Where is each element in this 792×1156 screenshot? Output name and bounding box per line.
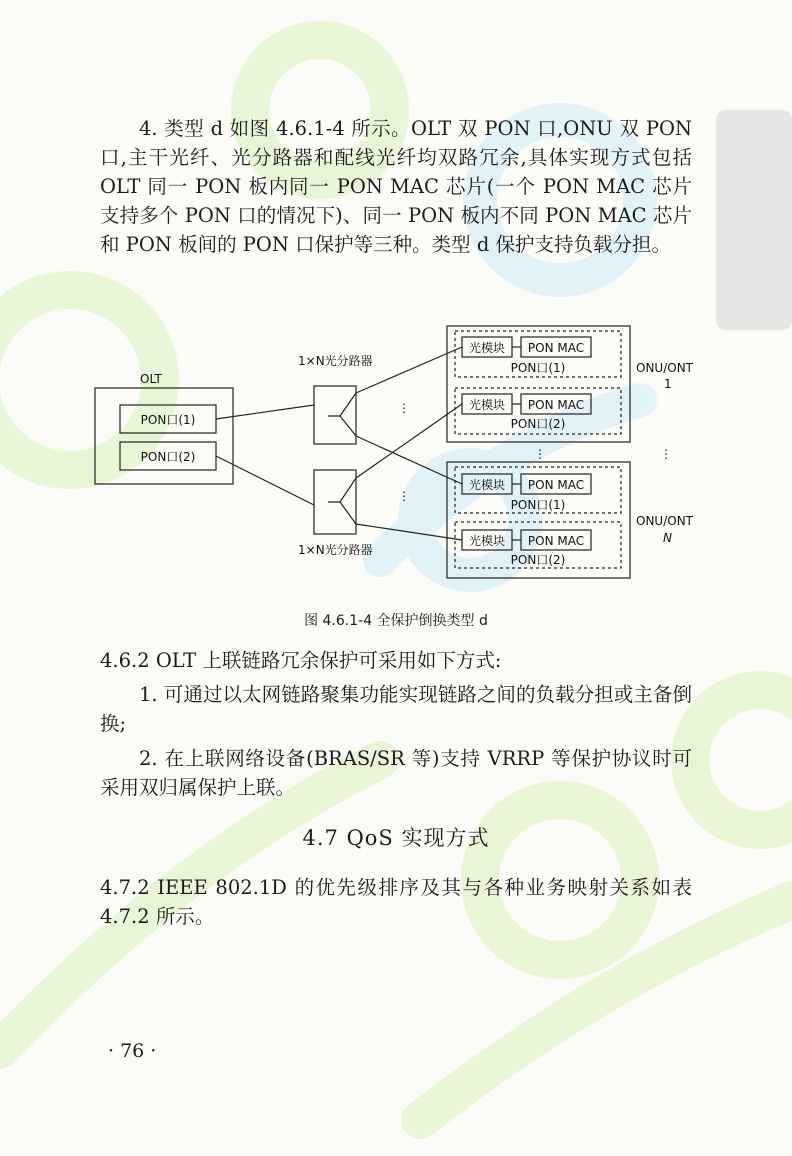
splitter-bottom-label: 1×N光分路器 xyxy=(298,543,373,557)
onu1-index: 1 xyxy=(664,377,672,391)
figure-caption: 图 4.6.1-4 全保护倒换类型 d xyxy=(304,613,488,629)
onu1-optical-module-2: 光模块 xyxy=(468,398,506,412)
onu1-port-2-label: PON口(2) xyxy=(510,417,566,431)
olt-port-1-label: PON口(1) xyxy=(140,413,196,427)
clause-4-7-2: 4.7.2 IEEE 802.1D 的优先级排序及其与各种业务映射关系如表 4.7.2 所示。 xyxy=(100,876,692,928)
onun-pon-mac-2: PON MAC xyxy=(527,534,585,548)
ellipsis-onus: ⋮ xyxy=(534,447,546,461)
ellipsis-right: ⋮ xyxy=(660,447,672,461)
splitter-top xyxy=(314,386,356,444)
olt-label: OLT xyxy=(140,372,162,386)
onu1-port-1-label: PON口(1) xyxy=(510,361,566,375)
clause-item-1: 1. 可通过以太网链路聚集功能实现链路之间的负载分担或主备倒换; xyxy=(100,683,692,735)
onu1-pon-mac-2: PON MAC xyxy=(527,398,585,412)
olt-port-2-label: PON口(2) xyxy=(140,450,196,464)
splitter-top-label: 1×N光分路器 xyxy=(298,354,373,368)
onun-port-1-label: PON口(1) xyxy=(510,498,566,512)
ellipsis-top: ⋮ xyxy=(398,401,410,415)
page-number: · 76 · xyxy=(108,1040,157,1062)
onu1-pon-mac-1: PON MAC xyxy=(527,341,585,355)
onu1-optical-module-1: 光模块 xyxy=(468,341,506,355)
ellipsis-bottom: ⋮ xyxy=(398,489,410,503)
onun-pon-mac-1: PON MAC xyxy=(527,478,585,492)
onun-optical-module-2: 光模块 xyxy=(468,534,506,548)
onun-label: ONU/ONT xyxy=(636,514,693,528)
onu1-label: ONU/ONT xyxy=(636,361,693,375)
onun-index: N xyxy=(663,531,672,545)
onun-optical-module-1: 光模块 xyxy=(468,478,506,492)
clause-item-2: 2. 在上联网络设备(BRAS/SR 等)支持 VRRP 等保护协议时可采用双归属保护上联。 xyxy=(100,747,692,799)
clause-4-6-2: 4.6.2 OLT 上联链路冗余保护可采用如下方式: xyxy=(100,649,502,672)
paragraph-type-d: 4. 类型 d 如图 4.6.1-4 所示。OLT 双 PON 口,ONU 双 PON 口,主干光纤、光分路器和配线光纤均双路冗余,具体实现方式包括 OLT 同一 PON 板内同一 PON MAC 芯片(一个 PON MAC 芯片支持多个 PON 口的情况下)、同一 PON 板内不同 PON MAC 芯片和 PON 板间的 PON 口保护等三种。类型 d 保护支持负载分担。 xyxy=(100,117,692,256)
section-heading: 4.7 QoS 实现方式 xyxy=(302,826,490,850)
onun-port-2-label: PON口(2) xyxy=(510,553,566,567)
